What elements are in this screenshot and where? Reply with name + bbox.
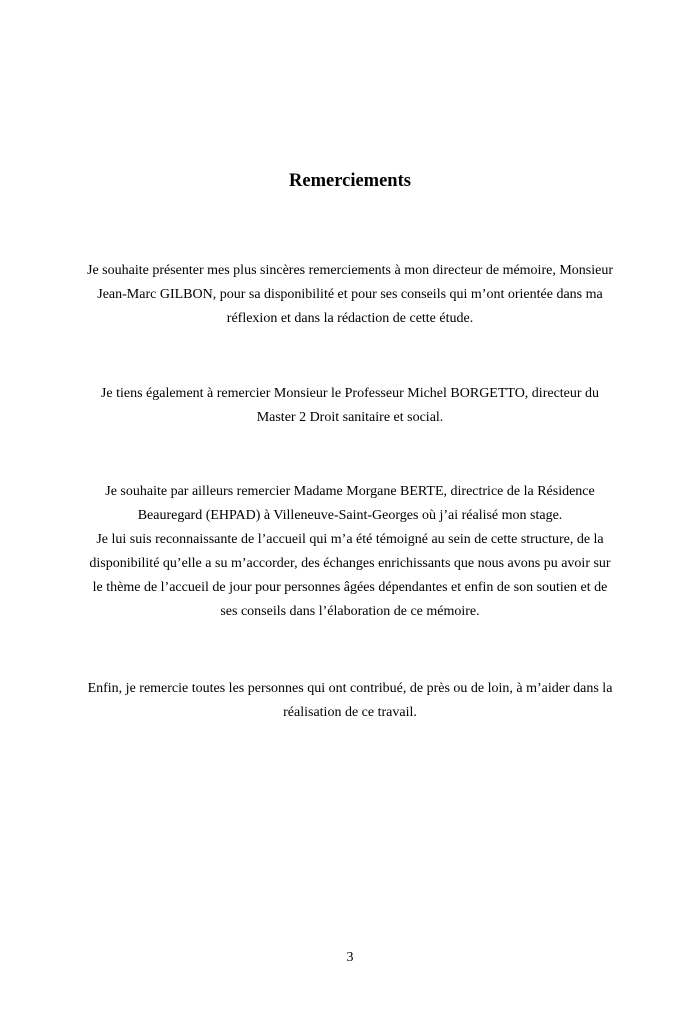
paragraph-thanks-professor [80, 382, 620, 430]
paragraph-thanks-everyone [80, 677, 620, 725]
paragraph-line: réflexion et dans la rédaction de cette étude. [226, 311, 474, 326]
paragraph-line: Je souhaite présenter mes plus sincères remerciements à mon directeur de mémoire, Monsieur [87, 263, 613, 278]
paragraph-line: Jean-Marc GILBON, pour sa disponibilité et pour ses conseils qui m’ont orientée dans ma [97, 287, 603, 302]
paragraph-line: Master 2 Droit sanitaire et social. [256, 410, 444, 425]
paragraph-line: Je lui suis reconnaissante de l’accueil qui m’a été témoigné au sein de cette structure, de la [96, 532, 604, 547]
paragraph-line: Je souhaite par ailleurs remercier Madame Morgane BERTE, directrice de la Résidence [105, 484, 595, 499]
paragraph-thanks-residence-director [80, 480, 620, 624]
page-number: 3 [346, 950, 354, 965]
paragraph-line: disponibilité qu’elle a su m’accorder, des échanges enrichissants que nous avons pu avoir sur [89, 556, 611, 571]
paragraph-line: Beauregard (EHPAD) à Villeneuve-Saint-Georges où j’ai réalisé mon stage. [137, 508, 563, 523]
paragraph-line: réalisation de ce travail. [283, 705, 417, 720]
paragraph-line: ses conseils dans l’élaboration de ce mémoire. [220, 604, 480, 619]
paragraph-line: le thème de l’accueil de jour pour personnes âgées dépendantes et enfin de son soutien et de [92, 580, 608, 595]
paragraph-line: Enfin, je remercie toutes les personnes qui ont contribué, de près ou de loin, à m’aider dans la [87, 681, 613, 696]
paragraph-line: Je tiens également à remercier Monsieur le Professeur Michel BORGETTO, directeur du [100, 386, 600, 401]
page-title: Remerciements [289, 171, 411, 191]
paragraph-thanks-director [80, 259, 620, 331]
